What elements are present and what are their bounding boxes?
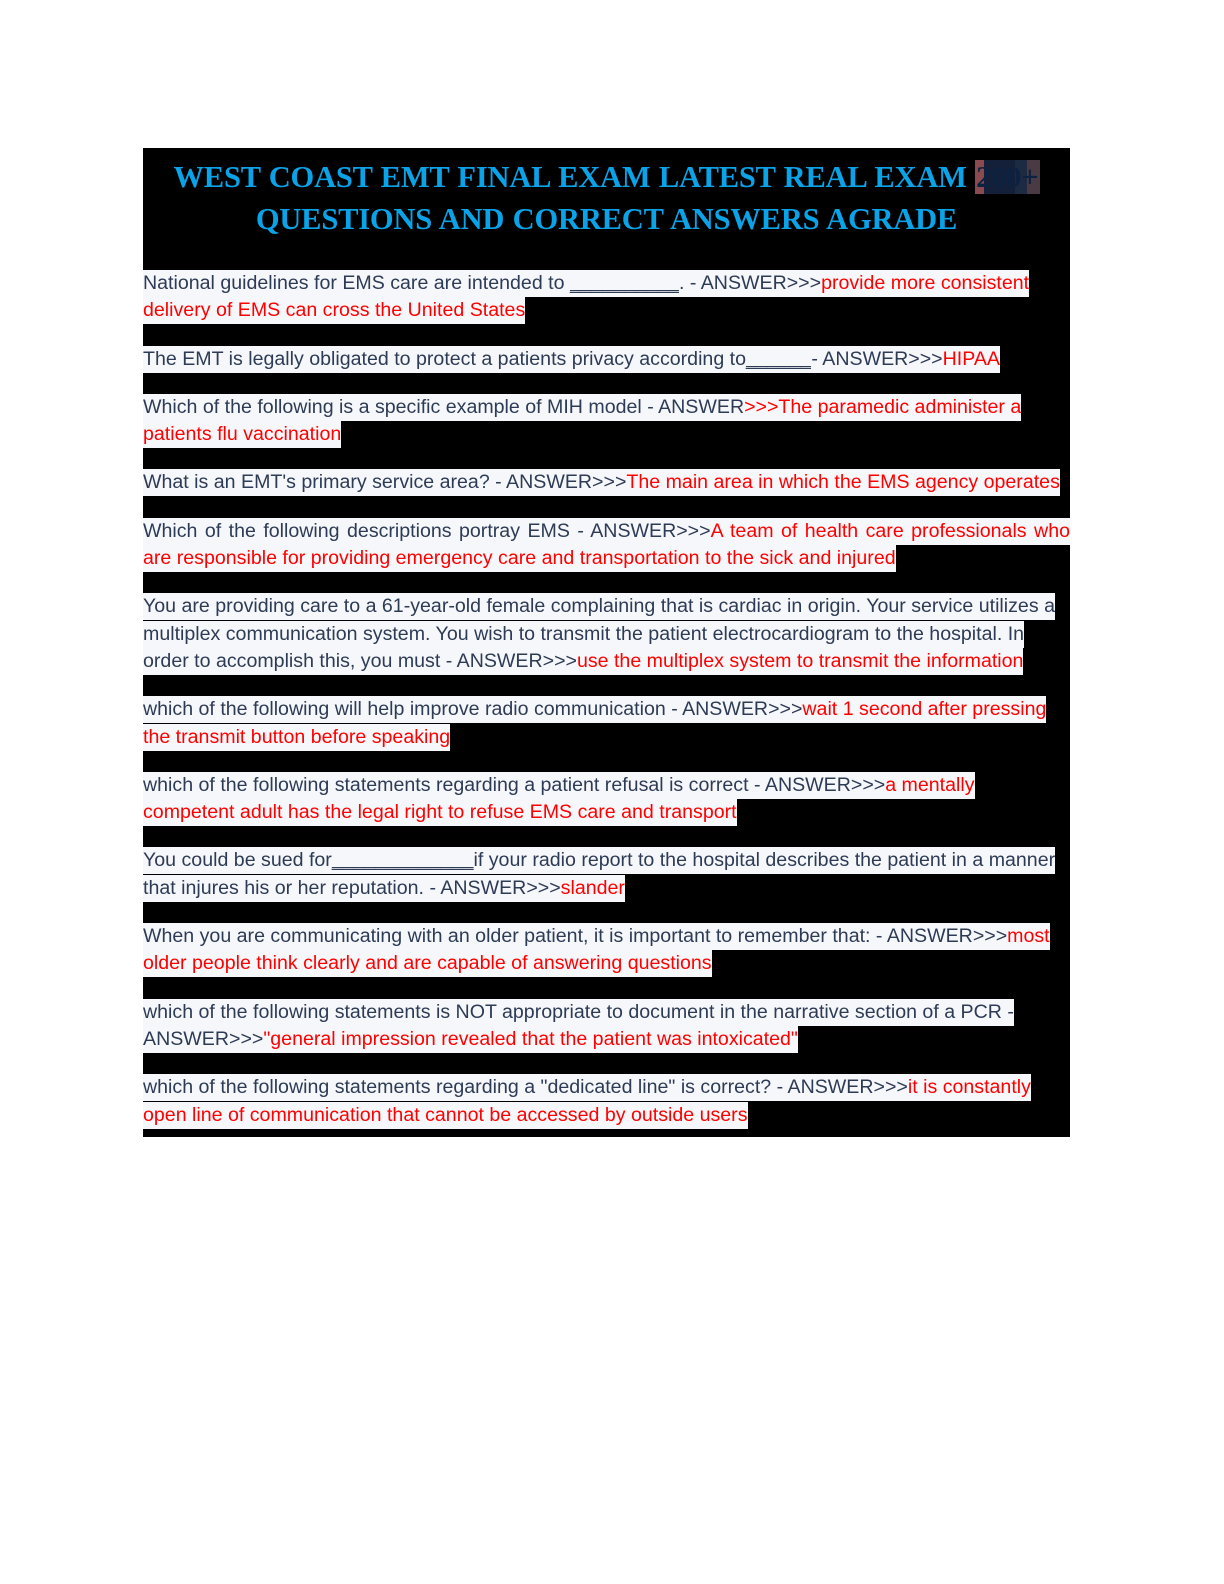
question-tail: - ANSWER>>> — [811, 346, 942, 373]
question-text: What is an EMT's primary service area? - ANSWER>>> — [143, 469, 626, 496]
title-line-1: WEST COAST EMT FINAL EXAM LATEST REAL — [173, 160, 866, 194]
qa-block — [143, 1074, 1070, 1129]
question-text: You could be sued for — [143, 847, 332, 874]
question-text: The EMT is legally obligated to protect a patients privacy according to — [143, 346, 746, 373]
title-spacer — [143, 240, 1070, 270]
qa-block — [143, 696, 1070, 751]
qa-gap — [143, 751, 1070, 772]
qa-block — [143, 346, 1070, 373]
question-text: which of the following statements is NOT appropriate to document in the narrative section of a PCR - ANSWER>>> — [143, 999, 1014, 1053]
question-text: Which of the following is a specific example of MIH model - ANSWER — [143, 394, 744, 421]
qa-block — [143, 847, 1070, 902]
qa-block — [143, 270, 1070, 325]
question-text: National guidelines for EMS care are intended to — [143, 270, 570, 297]
qa-gap — [143, 1053, 1070, 1074]
qa-block — [143, 593, 1070, 675]
answer-text: a mentally competent adult has the legal right to refuse EMS care and transport — [143, 772, 975, 826]
question-text: which of the following will help improve radio communication - ANSWER>>> — [143, 696, 802, 723]
answer-text: provide more consistent delivery of EMS can cross the United States — [143, 270, 1029, 324]
qa-gap — [143, 325, 1070, 346]
answer-text: The main area in which the EMS agency operates — [626, 469, 1059, 496]
question-tail: . - ANSWER>>> — [679, 270, 821, 297]
title-line-2-prefix: EXAM — [874, 160, 976, 194]
qa-block — [143, 518, 1070, 573]
answer-text: wait 1 second after pressing the transmit button before speaking — [143, 696, 1046, 750]
qa-block — [143, 999, 1070, 1054]
qa-gap — [143, 448, 1070, 469]
qa-gap — [143, 572, 1070, 593]
answer-text: most older people think clearly and are capable of answering questions — [143, 923, 1050, 977]
question-text: which of the following statements regarding a patient refusal is correct - ANSWER>>> — [143, 772, 885, 799]
document-title — [143, 148, 1070, 240]
title-line-2-suffix: QUESTIONS AND CORRECT ANSWERS — [255, 202, 820, 236]
qa-gap — [143, 978, 1070, 999]
question-blank: _____________ — [332, 847, 474, 874]
question-text: Which of the following descriptions portray EMS - ANSWER>>> — [143, 518, 711, 545]
qa-gap — [143, 497, 1070, 518]
qa-block — [143, 394, 1070, 449]
answer-text: it is constantly open line of communication that cannot be accessed by outside users — [143, 1074, 1031, 1128]
title-highlight-200plus: 200+ — [976, 160, 1039, 194]
answer-text: slander — [561, 875, 625, 902]
question-text: When you are communicating with an older patient, it is important to remember that: - ANSWER>>> — [143, 923, 1007, 950]
question-blank: __________ — [570, 270, 679, 297]
qa-gap — [143, 373, 1070, 394]
qa-block — [143, 923, 1070, 978]
qa-gap — [143, 675, 1070, 696]
document-content-block — [143, 148, 1070, 1137]
document-bottom-padding — [143, 1129, 1070, 1137]
question-text: You are providing care to a 61-year-old female complaining that is cardiac in origin. Your service utilizes a multiplex communication system. You wish to transmit the patient electrocardiogram to the hospital. In order to accomplish this, you must - ANSWER>>> — [143, 593, 1055, 675]
answer-text: HIPAA — [943, 346, 1000, 373]
question-blank: ______ — [746, 346, 811, 373]
qa-gap — [143, 902, 1070, 923]
answer-text: use the multiplex system to transmit the information — [577, 648, 1024, 675]
question-tail: if your radio report to the hospital describes the patient in a manner that injures his or her reputation. - ANSWER>>> — [143, 847, 1055, 901]
answer-text: >>>The paramedic administer a patients flu vaccination — [143, 394, 1021, 448]
answer-text: A team of health care professionals who are responsible for providing emergency care and transportation to the sick and injured — [143, 518, 1070, 572]
question-text: which of the following statements regarding a "dedicated line" is correct? - ANSWER>>> — [143, 1074, 908, 1101]
title-line-3: AGRADE — [826, 202, 958, 236]
answer-text: "general impression revealed that the patient was intoxicated" — [263, 1026, 798, 1053]
qa-block — [143, 469, 1070, 496]
qa-gap — [143, 826, 1070, 847]
qa-block — [143, 772, 1070, 827]
